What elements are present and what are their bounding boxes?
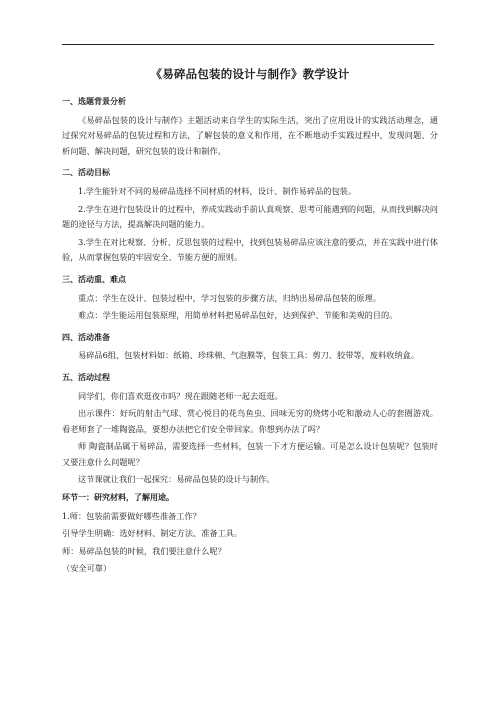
section-heading-background: 一、选题背景分析 [62, 97, 126, 106]
step-heading: 环节一：研究材料，了解用途。 [62, 493, 174, 503]
paragraph: 引导学生明确：选好材料、制定方法、准备工具。 [62, 528, 243, 539]
section-heading-preparation: 四、活动准备 [62, 332, 110, 342]
paragraph: 师 陶瓷制品属于易碎品，需要选择一些材料，包装一下才方便运输。可是怎么设计包装呢？包装时又要注意什么问题呢？ [62, 441, 438, 467]
paragraph: 师：易碎品包装的时候，我们要注意什么呢？ [62, 545, 226, 556]
section-heading-process: 五、活动过程 [62, 372, 110, 382]
paragraph: 重点：学生在设计、包装过程中，学习包装的步骤方法，归纳出易碎品包装的原理。 [78, 292, 381, 303]
paragraph: 1.师：包装前需要做好哪些准备工作？ [62, 510, 201, 521]
paragraph: 这节课就让我们一起探究：易碎品包装的设计与制作。 [78, 474, 275, 485]
paragraph: 同学们，你们喜欢逛夜市吗？现在跟随老师一起去逛逛。 [78, 390, 283, 401]
paragraph: 1.学生能针对不同的易碎品选择不同材质的材料，设计、制作易碎品的包装。 [78, 185, 357, 196]
section-heading-key-points: 三、活动重、难点 [62, 274, 126, 284]
paragraph: 易碎品6组、包装材料如：纸箱、珍珠棉、气泡膜等，包装工具：剪刀、胶带等，废料收纳盒。 [78, 350, 419, 361]
paragraph: （安全可靠） [62, 563, 112, 574]
document-body [62, 93, 438, 579]
header-rule [62, 44, 434, 45]
paragraph: 《易碎品包装的设计与制作》主题活动来自学生的实际生活，突出了应用设计的实践活动理念，通过探究对易碎品的包装过程和方法，了解包装的意义和作用，在不断地动手实践过程中，发现问题、分析问题、解决问题，研究包装的设计和制作。 [62, 114, 438, 156]
paragraph: 出示课件：好玩的射击气球、赏心悦目的花鸟鱼虫、回味无穷的烧烤小吃和激动人心的套圈游戏。看老师套了一堆陶瓷品，要想办法把它们安全带回家。你想到办法了吗？ [62, 408, 438, 434]
document-title: 《易碎品包装的设计与制作》教学设计 [150, 67, 350, 81]
section-heading-goals: 二、活动目标 [62, 168, 110, 178]
paragraph: 3.学生在对比观察、分析、反思包装的过程中，找到包装易碎品应该注意的要点，并在实践中进行体验，从而掌握包装的牢固安全、节能方便的原则。 [62, 236, 438, 263]
paragraph: 难点：学生能运用包装原理，用简单材料把易碎品包好，达到保护、节能和美观的目的。 [78, 310, 398, 321]
paragraph: 2.学生在进行包装设计的过程中，养成实践动手前认真观察、思考可能遇到的问题，从而找到解决问题的途径与方法，提高解决问题的能力。 [62, 203, 438, 230]
